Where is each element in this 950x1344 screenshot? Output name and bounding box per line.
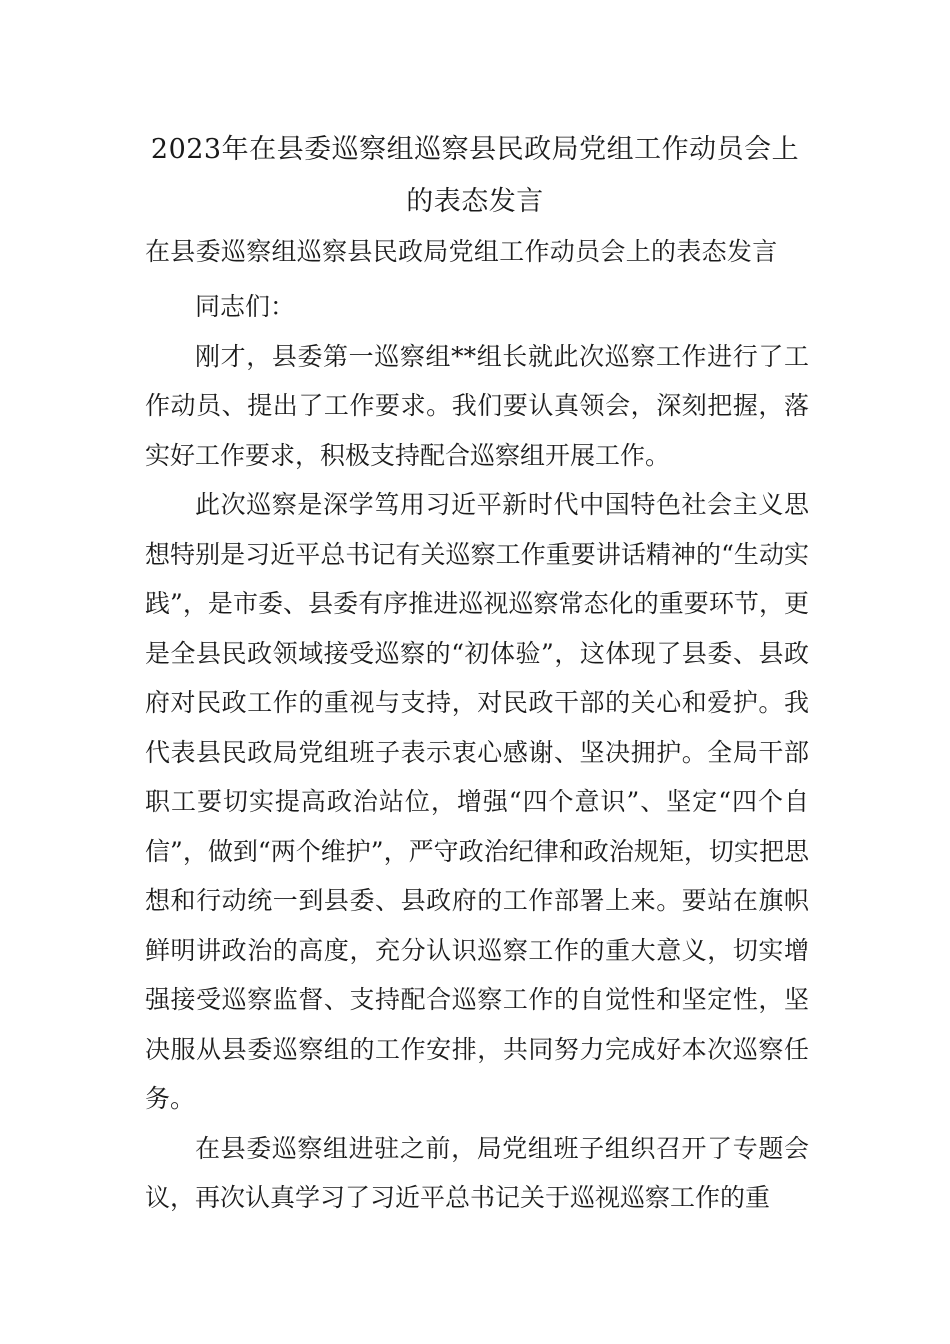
paragraph-1: 刚才，县委第一巡察组**组长就此次巡察工作进行了工作动员、提出了工作要求。我们要认真领会，深刻把握，落实好工作要求，积极支持配合巡察组开展工作。 (145, 341, 809, 470)
document-subtitle: 在县委巡察组巡察县民政局党组工作动员会上的表态发言 (145, 237, 778, 266)
document-title: 2023年在县委巡察组巡察县民政局党组工作动员会上的表态发言 (150, 134, 800, 217)
paragraph-2: 此次巡察是深学笃用习近平新时代中国特色社会主义思想特别是习近平总书记有关巡察工作重要讲话精神的“生动实践”，是市委、县委有序推进巡视巡察常态化的重要环节，更是全县民政领域接受巡察的“初体验”，这体现了县委、县政府对民政工作的重视与支持，对民政干部的关心和爱护。我代表县民政局党组班子表示衷心感谢、坚决拥护。全局干部职工要切实提高政治站位，增强“四个意识”、坚定“四个自信”，做到“两个维护”，严守政治纪律和政治规矩，切实把思想和行动统一到县委、县政府的工作部署上来。要站在旗帜鲜明讲政治的高度，充分认识巡察工作的重大意义，切实增强接受巡察监督、支持配合巡察工作的自觉性和坚定性，坚决服从县委巡察组的工作安排，共同努力完成好本次巡察任务。 (145, 490, 809, 1113)
salutation: 同志们： (195, 292, 296, 321)
paragraph-3: 在县委巡察组进驻之前，局党组班子组织召开了专题会议，再次认真学习了习近平总书记关于巡视巡察工作的重 (145, 1133, 809, 1212)
document-body (145, 282, 809, 1223)
